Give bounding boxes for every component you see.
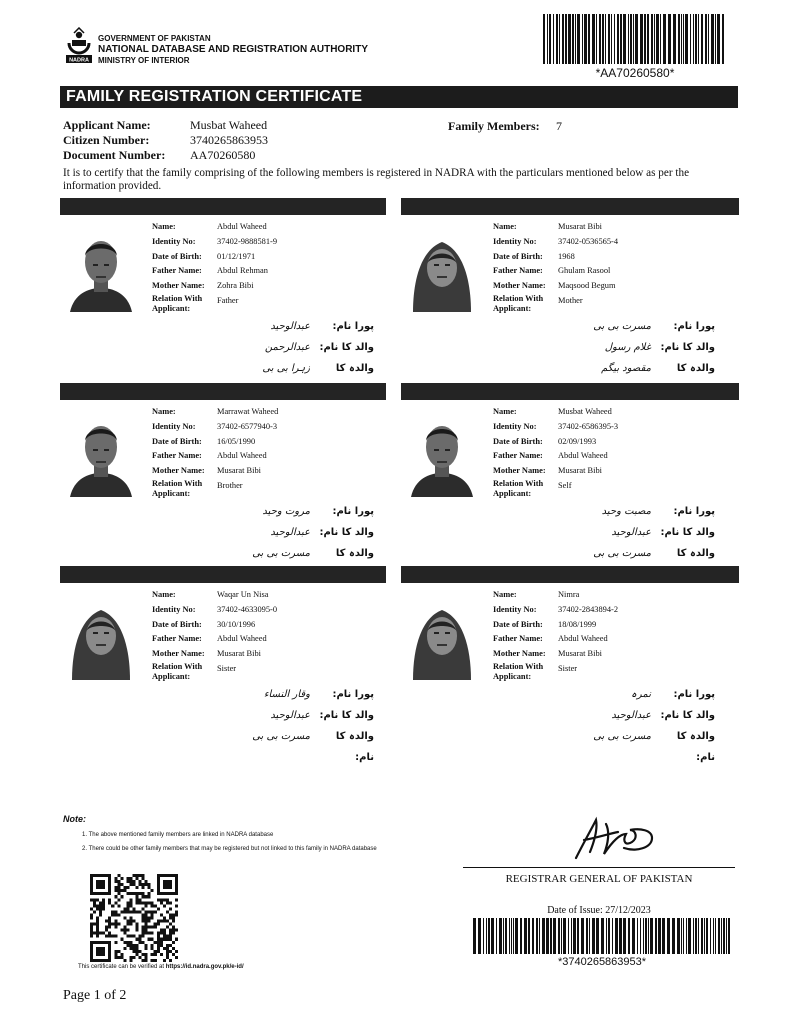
- dob-label: Date of Birth:: [152, 436, 202, 446]
- name-label: Name:: [493, 222, 517, 231]
- member-relation: Mother: [558, 295, 583, 305]
- member-dob: 01/12/1971: [217, 251, 256, 261]
- member-photo: [407, 220, 477, 312]
- urdu-values: [569, 316, 651, 379]
- member-dob: 1968: [558, 251, 575, 261]
- father-label: Father Name:: [152, 634, 202, 644]
- urdu-values: [569, 684, 651, 747]
- urdu-mother-name: مسرت بی بی: [252, 731, 310, 742]
- mother-label: Mother Name:: [493, 281, 546, 291]
- urdu-mother-name: مسرت بی بی: [252, 548, 310, 559]
- urdu-father-label: والد کا نام:: [319, 342, 374, 353]
- relation-label-2: Applicant:: [152, 671, 191, 681]
- mother-label: Mother Name:: [152, 281, 205, 291]
- member-card-bar: [60, 383, 386, 400]
- certification-statement: It is to certify that the family comprising of the following members is registered in NADRA with the particulars mentioned below as per the information provided.: [63, 167, 690, 192]
- father-label: Father Name:: [493, 266, 543, 276]
- member-relation: Father: [217, 295, 239, 305]
- member-mother-name: Musarat Bibi: [217, 649, 261, 659]
- member-field-labels: [152, 588, 205, 682]
- member-field-values: [558, 405, 618, 494]
- urdu-member-name: مسرت بی بی: [593, 321, 651, 332]
- relation-label-2: Applicant:: [493, 671, 532, 681]
- urdu-member-name: مروت وحید: [262, 506, 310, 517]
- dob-label: Date of Birth:: [493, 436, 543, 446]
- member-name: Musarat Bibi: [558, 222, 602, 231]
- urdu-name-label: پورا نام:: [332, 321, 374, 332]
- title-bar: [60, 86, 738, 108]
- mother-label: Mother Name:: [152, 466, 205, 476]
- urdu-mother-name: مقصود بیگم: [601, 363, 651, 374]
- urdu-mother-label: والدہ کا: [335, 548, 374, 559]
- ministry-line: MINISTRY OF INTERIOR: [98, 56, 190, 65]
- name-label: Name:: [152, 407, 176, 416]
- member-dob: 02/09/1993: [558, 436, 597, 446]
- urdu-name-label: پورا نام:: [332, 689, 374, 700]
- urdu-mother-label: والدہ کا نام:: [335, 731, 374, 763]
- urdu-father-name: عبدالرحمن: [264, 342, 310, 353]
- identity-label: Identity No:: [152, 236, 196, 246]
- member-mother-name: Musarat Bibi: [558, 649, 602, 659]
- member-photo: [66, 220, 136, 312]
- urdu-labels: [657, 684, 715, 768]
- relation-label: Relation With: [493, 293, 544, 303]
- date-of-issue: Date of Issue: 27/12/2023: [547, 905, 651, 916]
- member-dob: 18/08/1999: [558, 619, 597, 629]
- urdu-member-name: عبدالوحید: [270, 321, 310, 332]
- urdu-labels: [316, 684, 374, 768]
- issuing-authority: [98, 33, 368, 66]
- member-card-bar: [401, 383, 739, 400]
- verification-note: [78, 964, 244, 970]
- urdu-mother-label: والدہ کا: [676, 363, 715, 374]
- identity-label: Identity No:: [493, 604, 537, 614]
- member-father-name: Ghulam Rasool: [558, 266, 611, 276]
- citizen-barcode: [473, 918, 731, 954]
- urdu-member-name: مصبت وحید: [601, 506, 651, 517]
- member-field-values: [558, 588, 618, 677]
- member-field-labels: [152, 405, 205, 499]
- mother-label: Mother Name:: [493, 466, 546, 476]
- mother-label: Mother Name:: [493, 649, 546, 659]
- urdu-values: [228, 316, 310, 379]
- member-identity-number: 37402-4633095-0: [217, 604, 278, 614]
- relation-label: Relation With: [493, 661, 544, 671]
- relation-label-2: Applicant:: [493, 303, 532, 313]
- relation-label-2: Applicant:: [152, 303, 191, 313]
- certificate-title: FAMILY REGISTRATION CERTIFICATE: [66, 88, 363, 105]
- government-line: GOVERNMENT OF PAKISTAN: [98, 34, 211, 43]
- member-name: Nimra: [558, 590, 580, 599]
- father-label: Father Name:: [493, 451, 543, 461]
- name-label: Name:: [152, 590, 176, 599]
- member-field-labels: [493, 588, 546, 682]
- nadra-logo: [63, 27, 95, 65]
- member-name: Musbat Waheed: [558, 407, 612, 416]
- member-mother-name: Zohra Bibi: [217, 281, 254, 291]
- urdu-name-label: پورا نام:: [332, 506, 374, 517]
- member-father-name: Abdul Rehman: [217, 266, 268, 276]
- member-photo: [407, 405, 477, 497]
- member-dob: 30/10/1996: [217, 619, 256, 629]
- authority-line: NATIONAL DATABASE AND REGISTRATION AUTHORITY: [98, 44, 368, 55]
- member-card-bar: [60, 198, 386, 215]
- member-identity-number: 37402-6577940-3: [217, 421, 278, 431]
- member-name: Marrawat Waheed: [217, 407, 279, 416]
- citizen-number: 3740265863953: [190, 133, 268, 147]
- member-relation: Sister: [217, 663, 237, 673]
- member-relation: Brother: [217, 480, 243, 490]
- page-number: Page 1 of 2: [63, 988, 127, 1003]
- applicant-name: Musbat Waheed: [190, 118, 268, 132]
- registrar-signature: [566, 812, 662, 864]
- member-mother-name: Maqsood Begum: [558, 281, 616, 291]
- urdu-father-label: والد کا نام:: [319, 710, 374, 721]
- applicant-labels: [63, 118, 165, 163]
- member-mother-name: Musarat Bibi: [558, 466, 602, 476]
- urdu-father-label: والد کا نام:: [660, 527, 715, 538]
- member-card-bar: [60, 566, 386, 583]
- member-field-values: [217, 220, 277, 309]
- member-relation: Sister: [558, 663, 578, 673]
- name-label: Name:: [152, 222, 176, 231]
- member-card-bar: [401, 566, 739, 583]
- registrar-title: REGISTRAR GENERAL OF PAKISTAN: [505, 873, 693, 885]
- urdu-name-label: پورا نام:: [673, 506, 715, 517]
- member-name: Waqar Un Nisa: [217, 590, 269, 599]
- identity-label: Identity No:: [493, 236, 537, 246]
- member-father-name: Abdul Waheed: [558, 451, 608, 461]
- member-mother-name: Musarat Bibi: [217, 466, 261, 476]
- relation-label-2: Applicant:: [493, 488, 532, 498]
- name-label: Name:: [493, 590, 517, 599]
- urdu-mother-name: زہرا بی بی: [262, 363, 310, 374]
- urdu-father-name: غلام رسول: [604, 342, 651, 353]
- urdu-mother-name: مسرت بی بی: [593, 548, 651, 559]
- urdu-name-label: پورا نام:: [673, 321, 715, 332]
- member-identity-number: 37402-2843894-2: [558, 604, 619, 614]
- document-barcode-text: *AA70260580*: [595, 66, 675, 80]
- citizen-barcode-text: *3740265863953*: [557, 956, 647, 968]
- member-field-labels: [152, 220, 205, 314]
- member-relation: Self: [558, 480, 572, 490]
- member-father-name: Abdul Waheed: [558, 634, 608, 644]
- note-title: Note:: [63, 814, 86, 824]
- family-members-label: Family Members:: [448, 119, 540, 133]
- applicant-name-label: Applicant Name:: [63, 118, 151, 132]
- document-number: AA70260580: [190, 148, 256, 162]
- note-item: 2. There could be other family members that may be registered but not linked to this family in NADRA database: [82, 846, 377, 852]
- urdu-father-label: والد کا نام:: [660, 710, 715, 721]
- document-number-label: Document Number:: [63, 148, 166, 162]
- identity-label: Identity No:: [152, 421, 196, 431]
- member-card-bar: [401, 198, 739, 215]
- father-label: Father Name:: [152, 266, 202, 276]
- mother-label: Mother Name:: [152, 649, 205, 659]
- member-field-values: [558, 220, 618, 309]
- dob-label: Date of Birth:: [152, 619, 202, 629]
- relation-label: Relation With: [152, 661, 203, 671]
- identity-label: Identity No:: [152, 604, 196, 614]
- member-identity-number: 37402-0536565-4: [558, 236, 619, 246]
- member-photo: [66, 588, 136, 680]
- svg-text:NADRA: NADRA: [69, 57, 89, 64]
- member-name: Abdul Waheed: [217, 222, 267, 231]
- urdu-father-name: عبدالوحید: [611, 710, 651, 721]
- citizen-number-label: Citizen Number:: [63, 133, 150, 147]
- member-field-labels: [493, 405, 546, 499]
- father-label: Father Name:: [493, 634, 543, 644]
- member-dob: 16/05/1990: [217, 436, 256, 446]
- relation-label-2: Applicant:: [152, 488, 191, 498]
- dob-label: Date of Birth:: [493, 619, 543, 629]
- dob-label: Date of Birth:: [152, 251, 202, 261]
- relation-label: Relation With: [493, 478, 544, 488]
- applicant-values: [190, 118, 268, 163]
- member-photo: [407, 588, 477, 680]
- urdu-father-name: عبدالوحید: [270, 527, 310, 538]
- member-father-name: Abdul Waheed: [217, 634, 267, 644]
- member-father-name: Abdul Waheed: [217, 451, 267, 461]
- urdu-mother-label: والدہ کا نام:: [676, 731, 715, 763]
- urdu-mother-label: والدہ کا: [676, 548, 715, 559]
- urdu-father-name: عبدالوحید: [611, 527, 651, 538]
- relation-label: Relation With: [152, 478, 203, 488]
- verify-prefix: This certificate can be verified at: [78, 964, 166, 970]
- urdu-member-name: نمرہ: [631, 689, 651, 700]
- document-barcode: [543, 14, 727, 64]
- urdu-father-name: عبدالوحید: [270, 710, 310, 721]
- urdu-mother-name: مسرت بی بی: [593, 731, 651, 742]
- member-field-values: [217, 405, 278, 494]
- urdu-member-name: وقار النساء: [263, 689, 310, 700]
- urdu-mother-label: والدہ کا: [335, 363, 374, 374]
- verify-url: https://id.nadra.gov.pk/e-id/: [165, 964, 244, 970]
- verification-qr-code: [90, 874, 178, 962]
- father-label: Father Name:: [152, 451, 202, 461]
- note-list: [82, 828, 377, 856]
- urdu-father-label: والد کا نام:: [319, 527, 374, 538]
- member-field-values: [217, 588, 277, 677]
- member-identity-number: 37402-6586395-3: [558, 421, 619, 431]
- urdu-values: [228, 501, 310, 564]
- relation-label: Relation With: [152, 293, 203, 303]
- signature-line: [463, 867, 735, 868]
- member-identity-number: 37402-9888581-9: [217, 236, 278, 246]
- urdu-values: [228, 684, 310, 747]
- identity-label: Identity No:: [493, 421, 537, 431]
- note-item: 1. The above mentioned family members are linked in NADRA database: [82, 832, 274, 838]
- member-photo: [66, 405, 136, 497]
- family-members-count: 7: [556, 119, 562, 133]
- name-label: Name:: [493, 407, 517, 416]
- urdu-father-label: والد کا نام:: [660, 342, 715, 353]
- member-field-labels: [493, 220, 546, 314]
- urdu-values: [569, 501, 651, 564]
- dob-label: Date of Birth:: [493, 251, 543, 261]
- urdu-name-label: پورا نام:: [673, 689, 715, 700]
